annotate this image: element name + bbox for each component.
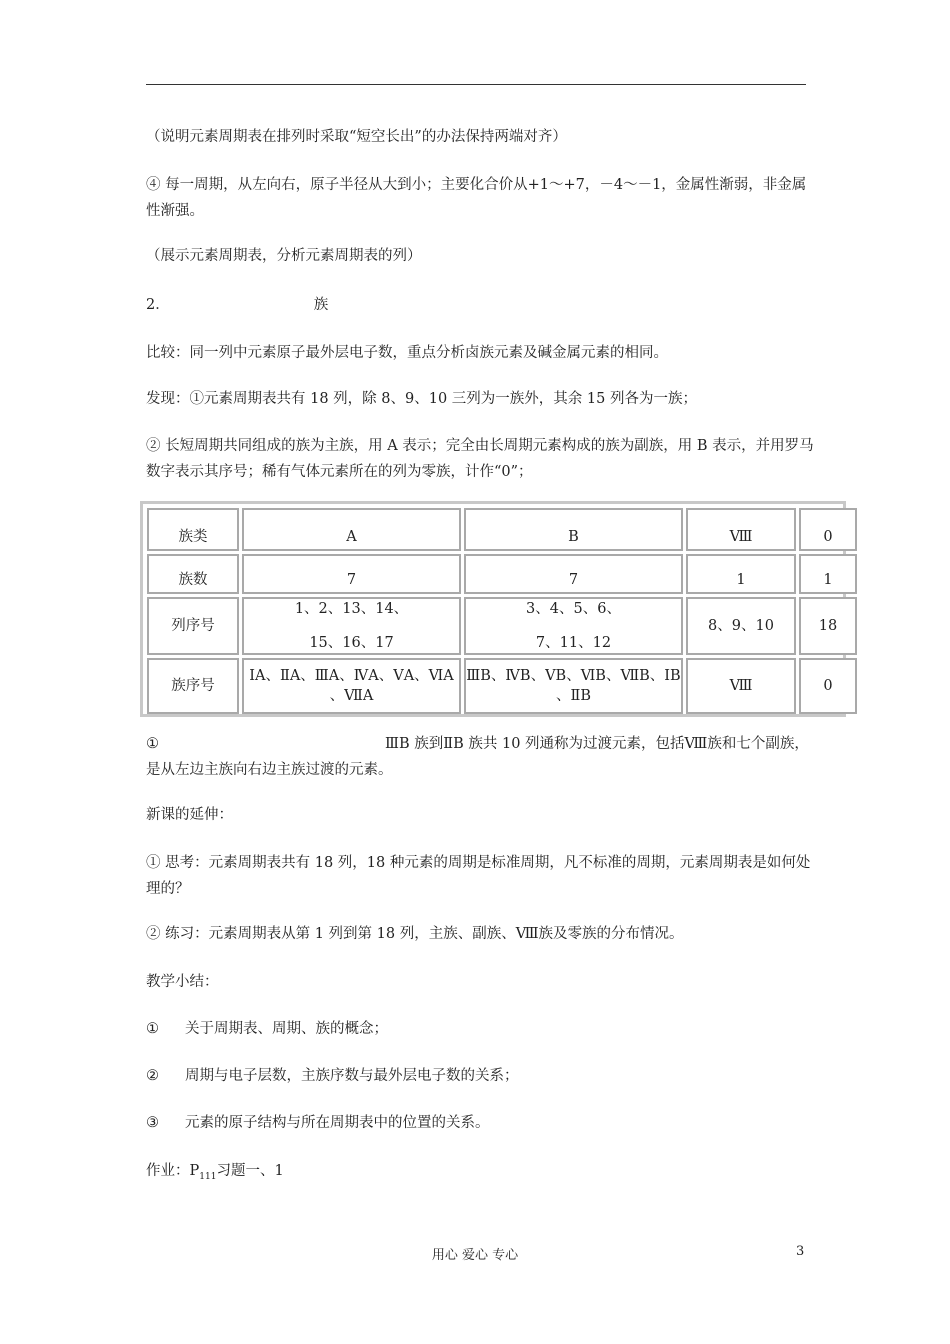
paragraph-note-alignment: （说明元素周期表在排列时采取“短空长出”的办法保持两端对齐） xyxy=(146,129,567,145)
table-cell: 族数 xyxy=(147,554,239,594)
summary-item xyxy=(146,1016,816,1042)
list-marker: ① xyxy=(146,1021,159,1037)
paragraph-think: ① 思考：元素周期表共有 18 列，18 种元素的周期是标准周期，凡不标准的周期，元素周期表是如何处理的？ xyxy=(146,855,811,897)
table-cell: Ⅷ xyxy=(686,508,796,551)
homework-label: 作业：P xyxy=(146,1163,200,1179)
table-row xyxy=(147,597,857,655)
paragraph-extension-heading: 新课的延伸： xyxy=(146,807,233,823)
cell-line: ⅠA、ⅡA、ⅢA、ⅣA、ⅤA、ⅥA xyxy=(249,668,454,684)
table-row xyxy=(147,554,857,594)
table-cell: 族类 xyxy=(147,508,239,551)
table-cell: 1 xyxy=(799,554,857,594)
summary-text: 周期与电子层数，主族序数与最外层电子数的关系； xyxy=(185,1068,519,1084)
cell-line: 3、4、5、6、 xyxy=(526,601,621,617)
footer-motto: 用心 爱心 专心 xyxy=(431,1248,519,1263)
summary-text: 关于周期表、周期、族的概念； xyxy=(185,1021,388,1037)
list-marker: ③ xyxy=(146,1115,159,1131)
table-cell: 0 xyxy=(799,508,857,551)
paragraph-main-subgroup: ② 长短周期共同组成的族为主族，用 A 表示；完全由长周期元素构成的族为副族，用 B 表示，并用罗马数字表示其序号；稀有气体元素所在的列为零族，计作“0”； xyxy=(146,438,814,480)
table-cell xyxy=(242,597,461,655)
paragraph-transition-elements xyxy=(146,731,816,783)
list-marker: ① xyxy=(146,736,159,752)
table-cell: 族序号 xyxy=(147,658,239,714)
page-number: 3 xyxy=(796,1244,805,1259)
table-cell: 8、9、10 xyxy=(686,597,796,655)
summary-text: 元素的原子结构与所在周期表中的位置的关系。 xyxy=(185,1115,490,1131)
table-row xyxy=(147,658,857,714)
paragraph-summary-heading: 教学小结： xyxy=(146,974,219,990)
section-number: 2． xyxy=(146,297,170,313)
table-cell xyxy=(242,658,461,714)
homework-page-sub: 111 xyxy=(199,1171,217,1182)
header-rule xyxy=(146,84,806,85)
table-cell: Ⅷ xyxy=(686,658,796,714)
table-cell: 7 xyxy=(242,554,461,594)
cell-line: ⅢB、ⅣB、ⅤB、ⅥB、ⅦB、ⅠB xyxy=(466,668,681,684)
list-marker: ② xyxy=(146,1068,159,1084)
paragraph-period-trend: ④ 每一周期，从左向右，原子半径从大到小；主要化合价从+1～+7，－4～－1，金属性渐弱，非金属性渐强。 xyxy=(146,177,807,219)
cell-line: 7、11、12 xyxy=(535,635,612,651)
table-row xyxy=(147,508,857,551)
paragraph-show-table: （展示元素周期表，分析元素周期表的列） xyxy=(146,248,422,264)
paragraph-practice: ② 练习：元素周期表从第 1 列到第 18 列，主族、副族、Ⅷ族及零族的分布情况。 xyxy=(146,926,684,942)
table-cell: 7 xyxy=(464,554,683,594)
table-cell: B xyxy=(464,508,683,551)
paragraph-text: ⅢB 族到ⅡB 族共 10 列通称为过渡元素，包括Ⅷ族和七个副族，是从左边主族向右边主族过渡的元素。 xyxy=(146,736,809,778)
table-cell: 0 xyxy=(799,658,857,714)
cell-line: 15、16、17 xyxy=(309,635,394,651)
cell-line: 、ⅡB xyxy=(555,688,591,704)
group-table xyxy=(144,505,860,717)
section-title: 族 xyxy=(313,297,329,313)
table-cell: 18 xyxy=(799,597,857,655)
paragraph-compare: 比较：同一列中元素原子最外层电子数，重点分析卤族元素及碱金属元素的相同。 xyxy=(146,345,668,361)
table-cell xyxy=(464,658,683,714)
paragraph-discovery: 发现：①元素周期表共有 18 列，除 8、9、10 三列为一族外，其余 15 列各为一族； xyxy=(146,391,697,407)
cell-line: 、ⅦA xyxy=(329,688,374,704)
homework-line xyxy=(146,1158,816,1190)
table-cell: 1 xyxy=(686,554,796,594)
table-cell xyxy=(464,597,683,655)
section-heading-group xyxy=(146,292,816,318)
table-cell: 列序号 xyxy=(147,597,239,655)
homework-text: 习题一、1 xyxy=(216,1163,284,1179)
table-cell: A xyxy=(242,508,461,551)
summary-item xyxy=(146,1063,816,1089)
cell-line: 1、2、13、14、 xyxy=(294,601,409,617)
summary-item xyxy=(146,1110,816,1136)
